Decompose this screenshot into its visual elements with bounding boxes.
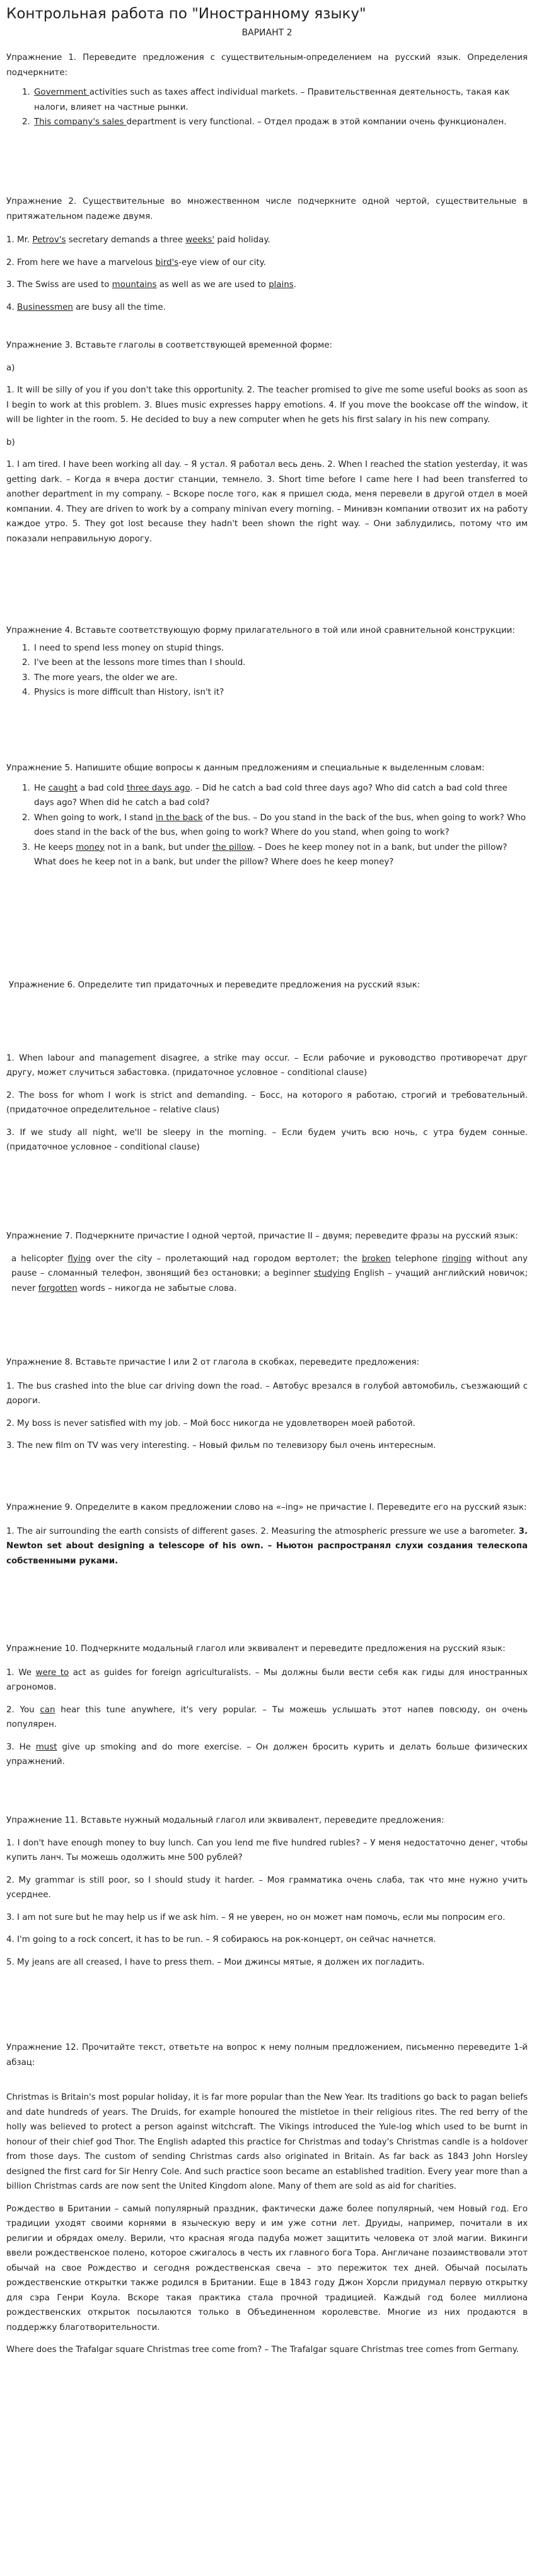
underlined-word: three days ago [127, 783, 190, 793]
exercise-9-text [6, 1524, 528, 1569]
exercise-7-text [6, 1252, 528, 1297]
list-item [33, 781, 528, 811]
exercise-7 [6, 1229, 528, 1296]
text: secretary demands a three [66, 235, 186, 245]
underlined-word: plains [269, 280, 294, 290]
sentence-3: 3. The new film on TV was very interesting. – Новый фильм по телевизору был очень интересным. [6, 1441, 436, 1450]
text: hear this tune anywhere, it's very popular. – Ты можешь услышать этот напев повсюду, он очень популярен. [6, 1705, 528, 1729]
underlined-word: in the back [155, 813, 203, 823]
text: 1. Mr. [6, 235, 33, 245]
exercise-10 [6, 1642, 528, 1770]
bold-text: 3. Newton set about designing a telescope of his own. – Ньютон распространял слухи создания телескопа собственными руками. [6, 1526, 528, 1566]
exercise-1 [6, 50, 528, 130]
exercise-1-heading: Упражнение 1. Переведите предложения с существительным-определением на русский язык. Определения подчеркните: [6, 53, 528, 78]
exercise-12 [6, 2040, 528, 2358]
sentence-1: 1. When labour and management disagree, a strike may occur. – Если рабочие и руководство противоречат друг другу, может случиться забастовка. (придаточное условное – conditional clause) [6, 1053, 528, 1078]
exercise-11 [6, 1813, 528, 1970]
sentence-1 [6, 1666, 528, 1695]
text: 2. From here we have a marvelous [6, 257, 156, 268]
sentence-5: 5. My jeans are all creased, I have to press them. – Мои джинсы мятые, я должен их погладить. [6, 1957, 425, 1967]
sentence-1: 1. The bus crashed into the blue car driving down the road. – Автобус врезался в голубой автомобиль, съезжающий с дороги. [6, 1381, 528, 1406]
text: 3. The Swiss are used to [6, 280, 112, 290]
text: over the city – пролетающий над городом вертолет; the [91, 1254, 362, 1264]
exercise-11-heading: Упражнение 11. Вставьте нужный модальный глагол или эквивалент, переведите предложения: [6, 1816, 444, 1825]
exercise-2 [6, 194, 528, 315]
text: not in a bank, but under [104, 842, 212, 852]
sentence-2: 2. My boss is never satisfied with my job. – Мой босс никогда не удовлетворен моей работой. [6, 1418, 415, 1428]
part-b-text: 1. I am tired. I have been working all day. – Я устал. Я работал весь день. 2. When I reached the station yesterday, it was getting dark. – Когда я вчера достиг станции, темнело. 3. Short time before I came here I had been transferred to another department in my company. – Вскоре после того, как я пришел сюда, меня перевели в другой отдел в моей компании. 4. They are driven to work by a company minivan every morning. – Минивэн компании отвозит их на работу каждое утро. 5. They got lost because they hadn't been shown the right way. – Они заблудились, потому что им показали неправильную дорогу. [6, 460, 528, 544]
underlined-word: Petrov's [32, 235, 66, 245]
exercise-10-heading: Упражнение 10. Подчеркните модальный глагол или эквивалент и переведите предложения на русский язык: [6, 1644, 506, 1654]
underlined-word: bird's [155, 257, 179, 268]
exercise-9-heading: Упражнение 9. Определите в каком предложении слово на «–ing» не причастие I. Переведите его на русский язык: [6, 1503, 527, 1512]
text: paid holiday. [214, 235, 270, 245]
sentence-2: 2. The boss for whom I work is strict and demanding. – Босс, на которого я работаю, строгий и требовательный. (придаточное определительное – relative claus) [6, 1090, 528, 1115]
exercise-2-heading: Упражнение 2. Существительные во множественном числе подчеркните одной чертой, существительные в притяжательном падеже двумя. [6, 197, 528, 221]
text: . – Does he keep money not in a bank, but under the pillow? What does he keep not in a bank, but under the pillow? Where does he keep money? [34, 842, 508, 867]
exercise-9 [6, 1500, 528, 1568]
list-item: 4. Physics is more difficult than History, isn't it? [33, 685, 528, 700]
underlined-word: the pillow [212, 842, 253, 852]
text: . – Did he catch a bad cold three days ago? Who did catch a bad cold three days ago? When did he catch a bad cold? [34, 783, 508, 808]
text: 4. [6, 302, 18, 312]
text: of the bus. – Do you stand in the back of the bus, when going to work? Who does stand in the back of the bus, when going to work? Where do you stand, when going to work? [34, 813, 526, 837]
exercise-8 [6, 1355, 528, 1454]
sentence-2 [6, 1703, 528, 1732]
document-page [6, 5, 528, 48]
underlined-word: can [40, 1705, 55, 1715]
exercise-6 [6, 978, 528, 1155]
underlined-word: flying [67, 1254, 91, 1264]
list-item: 3. The more years, the older we are. [33, 671, 528, 686]
text: 3. He [6, 1742, 36, 1752]
list-item: 2. I've been at the lessons more times than I should. [33, 656, 528, 671]
sentence-3: 3. If we study all night, we'll be sleepy in the morning. – Если будем учить всю ночь, с утра будем сонные. (придаточное условное - conditional clause) [6, 1127, 528, 1152]
text: a helicopter [11, 1254, 68, 1264]
text: without any pause – сломанный телефон, звонящий без остановки; a beginner [11, 1254, 528, 1278]
part-b-label: b) [6, 437, 15, 447]
text: telephone [390, 1254, 443, 1264]
question-answer: Where does the Trafalgar square Christmas tree come from? – The Trafalgar square Christmas tree comes from Germany. [6, 2345, 519, 2355]
text: . [293, 280, 296, 290]
english-text: Christmas is Britain's most popular holiday, it is far more popular than the New Year. Its traditions go back to pagan beliefs and date hundreds of years. The Druids, for example honoured the mistletoe in their religious rites. The red berry of the holly was believed to protect a person against witchcraft. The Vikings introduced the Yule-log which used to be burnt in honour of their chief god Thor. The English adapted this practice for Christmas and today's Christmas candle is a holdover from those days. The custom of sending Christmas cards also originated in Britain. As far back as 1843 John Horsley designed the first card for Sir Henry Cole. And such practice soon became an established tradition. Every year more than a billion Christmas cards are now sent the United Kingdom alone. Many of them are sold as aid for charities. [6, 2093, 528, 2191]
text: English – учащий английский новичок; never [11, 1269, 528, 1293]
underlined-word: ringing [442, 1254, 472, 1264]
underlined-word: This company's sales [34, 117, 127, 127]
text: He [34, 783, 49, 793]
exercise-3-heading: Упражнение 3. Вставьте глаголы в соответствующей временной форме: [6, 341, 333, 350]
text: -eye view of our city. [178, 257, 266, 268]
text: 1. The air surrounding the earth consists of different gases. 2. Measuring the atmospheric pressure we use a barometer. [6, 1526, 519, 1536]
underlined-word: caught [48, 783, 78, 793]
document-title: Контрольная работа по "Иностранному языку" [6, 6, 366, 22]
text: When going to work, I stand [34, 813, 156, 823]
exercise-4 [6, 623, 528, 700]
text: as well as we are used to [156, 280, 269, 290]
text: He keeps [34, 842, 76, 852]
text: a bad cold [77, 783, 127, 793]
underlined-word: Government [34, 88, 90, 97]
sentence-4 [6, 300, 528, 315]
sentence-1: 1. I don't have enough money to buy lunch. Can you lend me five hundred rubles? – У меня недостаточно денег, чтобы купить ланч. Ты можешь одолжить мне 500 рублей? [6, 1838, 528, 1862]
exercise-12-heading: Упражнение 12. Прочитайте текст, ответьте на вопрос к нему полным предложением, письменно переведите 1-й абзац: [6, 2043, 528, 2067]
sentence-2 [6, 256, 528, 271]
sentence-3 [6, 278, 528, 293]
text: give up smoking and do more exercise. – Он должен бросить курить и делать больше физических упражнений. [6, 1742, 528, 1767]
underlined-word: mountains [112, 280, 157, 290]
underlined-word: forgotten [38, 1283, 78, 1293]
text: words – никогда не забытые слова. [77, 1283, 237, 1293]
underlined-word: money [76, 842, 105, 852]
text: act as guides for foreign agriculturalists. – Мы должны были вести себя как гиды для иностранных агрономов. [6, 1667, 528, 1692]
exercise-7-heading: Упражнение 7. Подчеркните причастие I одной чертой, причастие II – двумя; переведите фразы на русский язык: [6, 1232, 518, 1241]
sentence-2: 2. My grammar is still poor, so I should study it harder. – Моя грамматика очень слаба, так что мне нужно учить усерднее. [6, 1875, 528, 1900]
list-item [33, 840, 528, 870]
underlined-word: must [35, 1742, 57, 1752]
exercise-4-heading: Упражнение 4. Вставьте соответствующую форму прилагательного в той или иной сравнительной конструкции: [6, 626, 515, 635]
russian-translation: Рождество в Британии – самый популярный праздник, фактически даже более популярный, чем Новый год. Его традиции уходят своими корнями в языческую веру и им уже сотни лет. Друиды, например, почитали в их религии и обрядах омелу. Верили, что красная ягода падуба может защитить человека от злой магии. Викинги ввели рождественское полено, которое сжигалось в честь их главного бога Тора. Англичане позаимствовали этот обычай на свое Рождество и сегодня рождественская свеча – это пережиток тех дней. Обычай посылать рождественские открытки также родился в Британии. Еще в 1843 году Джон Хорсли придумал первую открытку для сэра Генри Коула. Вскоре такая практика стала прочной традицией. Каждый год более миллиона рождественских открыток посылаются только в Объединенном королевстве. Многие из них продаются в поддержку благотворительности. [6, 2204, 528, 2332]
sentence-3: 3. I am not sure but he may help us if we ask him. – Я не уверен, но он может нам помочь, если мы попросим его. [6, 1912, 506, 1922]
text: 2. You [6, 1705, 40, 1715]
underlined-word: weeks' [185, 235, 215, 245]
sentence-text: department is very functional. – Отдел продаж в этой компании очень функционален. [126, 117, 507, 127]
exercise-6-heading: Упражнение 6. Определите тип придаточных и переведите предложения на русский язык: [9, 980, 421, 990]
list-item [33, 811, 528, 840]
list-item: 1. I need to spend less money on stupid things. [33, 641, 528, 656]
underlined-word: Businessmen [17, 302, 73, 312]
exercise-8-heading: Упражнение 8. Вставьте причастие I или 2 от глагола в скобках, переведите предложения: [6, 1358, 419, 1367]
underlined-word: broken [361, 1254, 391, 1264]
list-item [33, 85, 528, 115]
sentence-text: activities such as taxes affect individual markets. – Правительственная деятельность, такая как налоги, влияет на частные рынки. [34, 88, 510, 112]
variant-label: ВАРИАНТ 2 [241, 28, 293, 38]
underlined-word: were to [35, 1667, 69, 1678]
exercise-3 [6, 338, 528, 546]
sentence-3 [6, 1740, 528, 1770]
sentence-4: 4. I'm going to a rock concert, it has to be run. – Я собираюсь на рок-концерт, он сейчас начнется. [6, 1935, 436, 1944]
sentence-1 [6, 233, 528, 248]
text: 1. We [6, 1667, 36, 1678]
exercise-5 [6, 761, 528, 870]
underlined-word: studying [313, 1269, 351, 1278]
part-a-text: 1. It will be silly of you if you don't take this opportunity. 2. The teacher promised to give me some useful books as soon as I begin to work at this problem. 3. Blues music expresses happy emotions. 4. If you move the bookcase off the window, it will be lighter in the room. 5. He decided to buy a new computer when he gets his first salary in his new company. [6, 385, 528, 425]
part-a-label: a) [6, 363, 15, 373]
text: are busy all the time. [73, 302, 166, 312]
list-item [33, 115, 528, 130]
exercise-5-heading: Упражнение 5. Напишите общие вопросы к данным предложениям и специальные к выделенным словам: [6, 763, 485, 773]
